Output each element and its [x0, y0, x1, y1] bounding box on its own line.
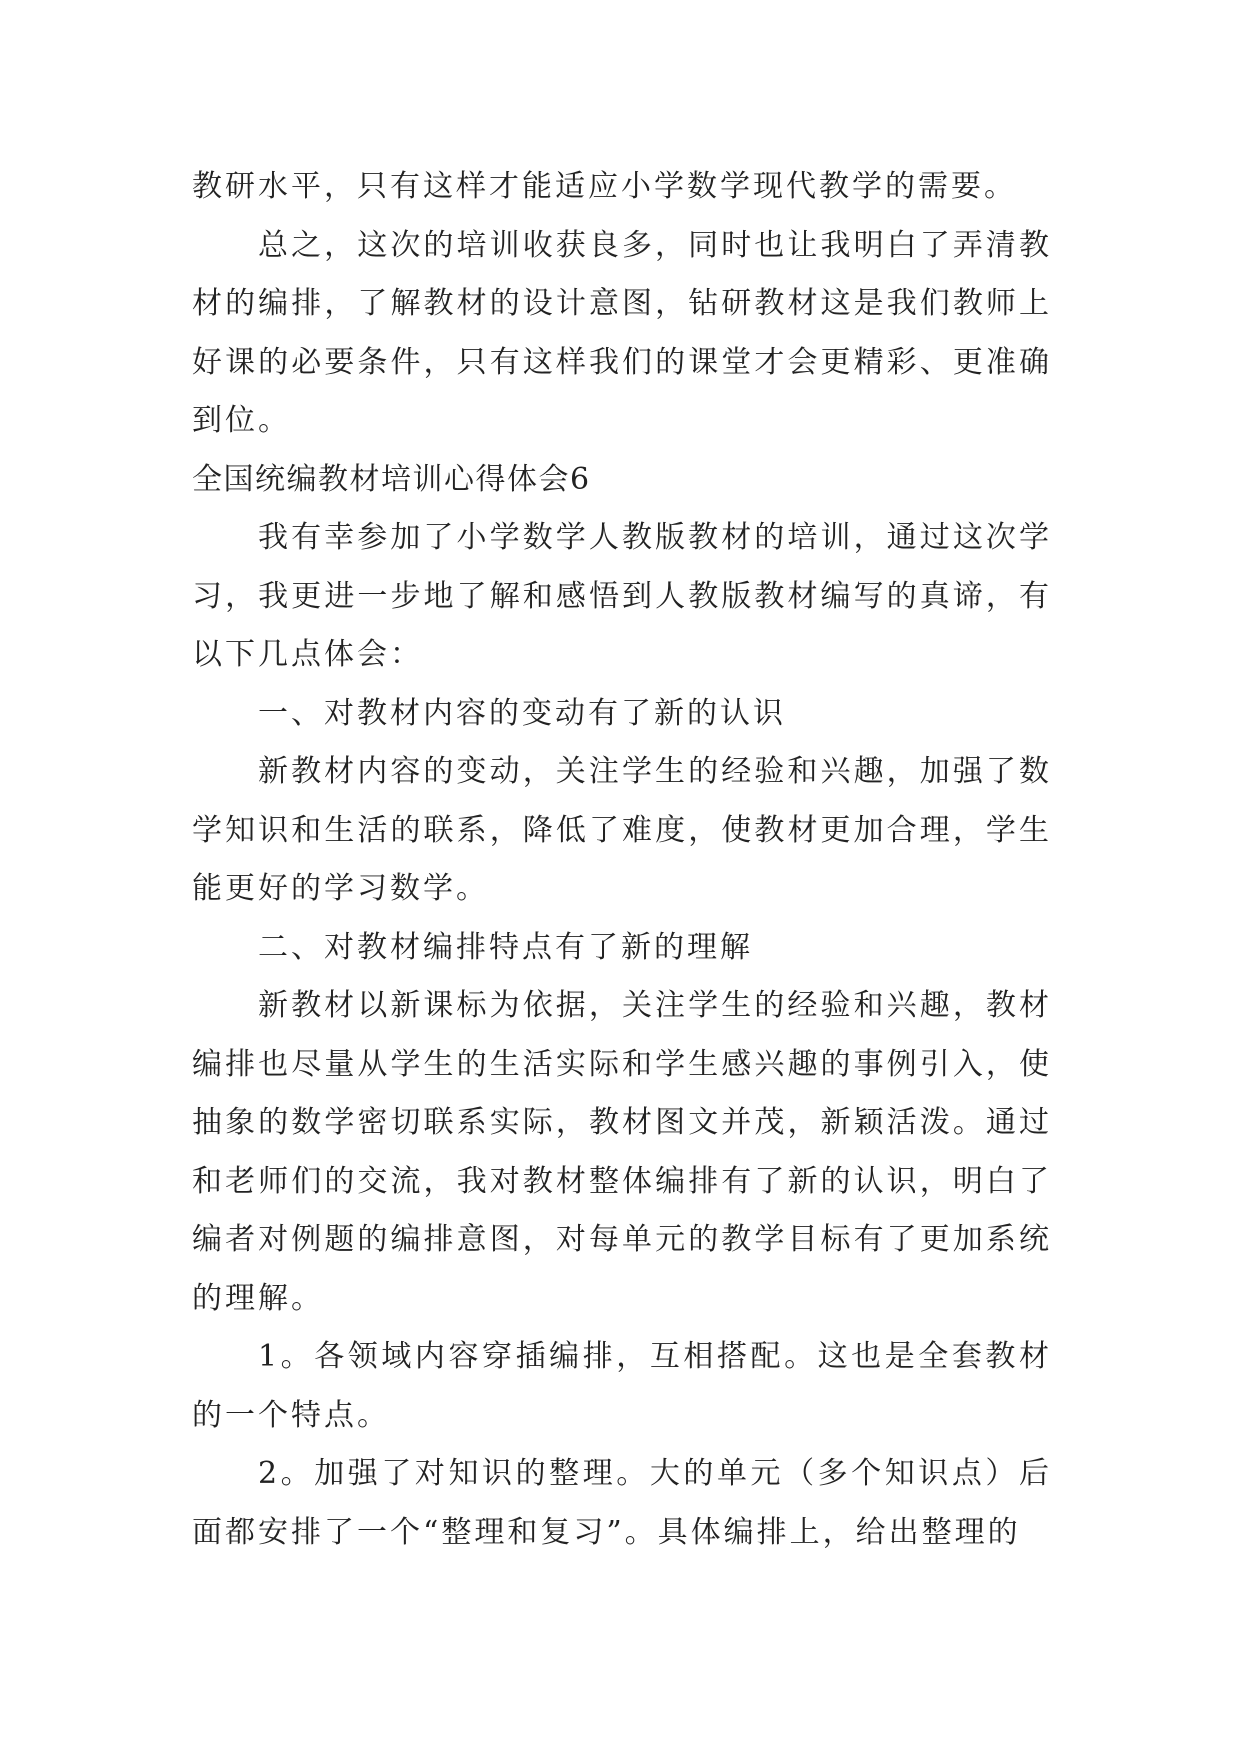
subheading-1: 一、对教材内容的变动有了新的认识 [258, 695, 786, 731]
paragraph-6: 1。各领域内容穿插编排，互相搭配。这也是全套教材的一个特点。 [192, 1339, 1052, 1433]
subheading-2: 二、对教材编排特点有了新的理解 [258, 929, 753, 965]
paragraph-2: 总之，这次的培训收获良多，同时也让我明白了弄清教材的编排，了解教材的设计意图，钻研教材这是我们教师上好课的必要条件，只有这样我们的课堂才会更精彩、更准确到位。 [192, 227, 1052, 438]
document-body [192, 158, 1052, 1562]
paragraph-5: 新教材以新课标为依据，关注学生的经验和兴趣，教材编排也尽量从学生的生活实际和学生感兴趣的事例引入，使抽象的数学密切联系实际，教材图文并茂，新颖活泼。通过和老师们的交流，我对教材整体编排有了新的认识，明白了编者对例题的编排意图，对每单元的教学目标有了更加系统的理解。 [192, 988, 1052, 1316]
paragraph-7: 2。加强了对知识的整理。大的单元（多个知识点）后面都安排了一个“整理和复习”。具体编排上，给出整理的 [192, 1456, 1052, 1550]
paragraph-3: 我有幸参加了小学数学人教版教材的培训，通过这次学习，我更进一步地了解和感悟到人教版教材编写的真谛，有以下几点体会： [192, 520, 1052, 672]
section-heading: 全国统编教材培训心得体会6 [192, 461, 591, 497]
paragraph-1: 教研水平，只有这样才能适应小学数学现代教学的需要。 [192, 169, 1017, 204]
paragraph-4: 新教材内容的变动，关注学生的经验和兴趣，加强了数学知识和生活的联系，降低了难度，使教材更加合理，学生能更好的学习数学。 [192, 754, 1052, 906]
